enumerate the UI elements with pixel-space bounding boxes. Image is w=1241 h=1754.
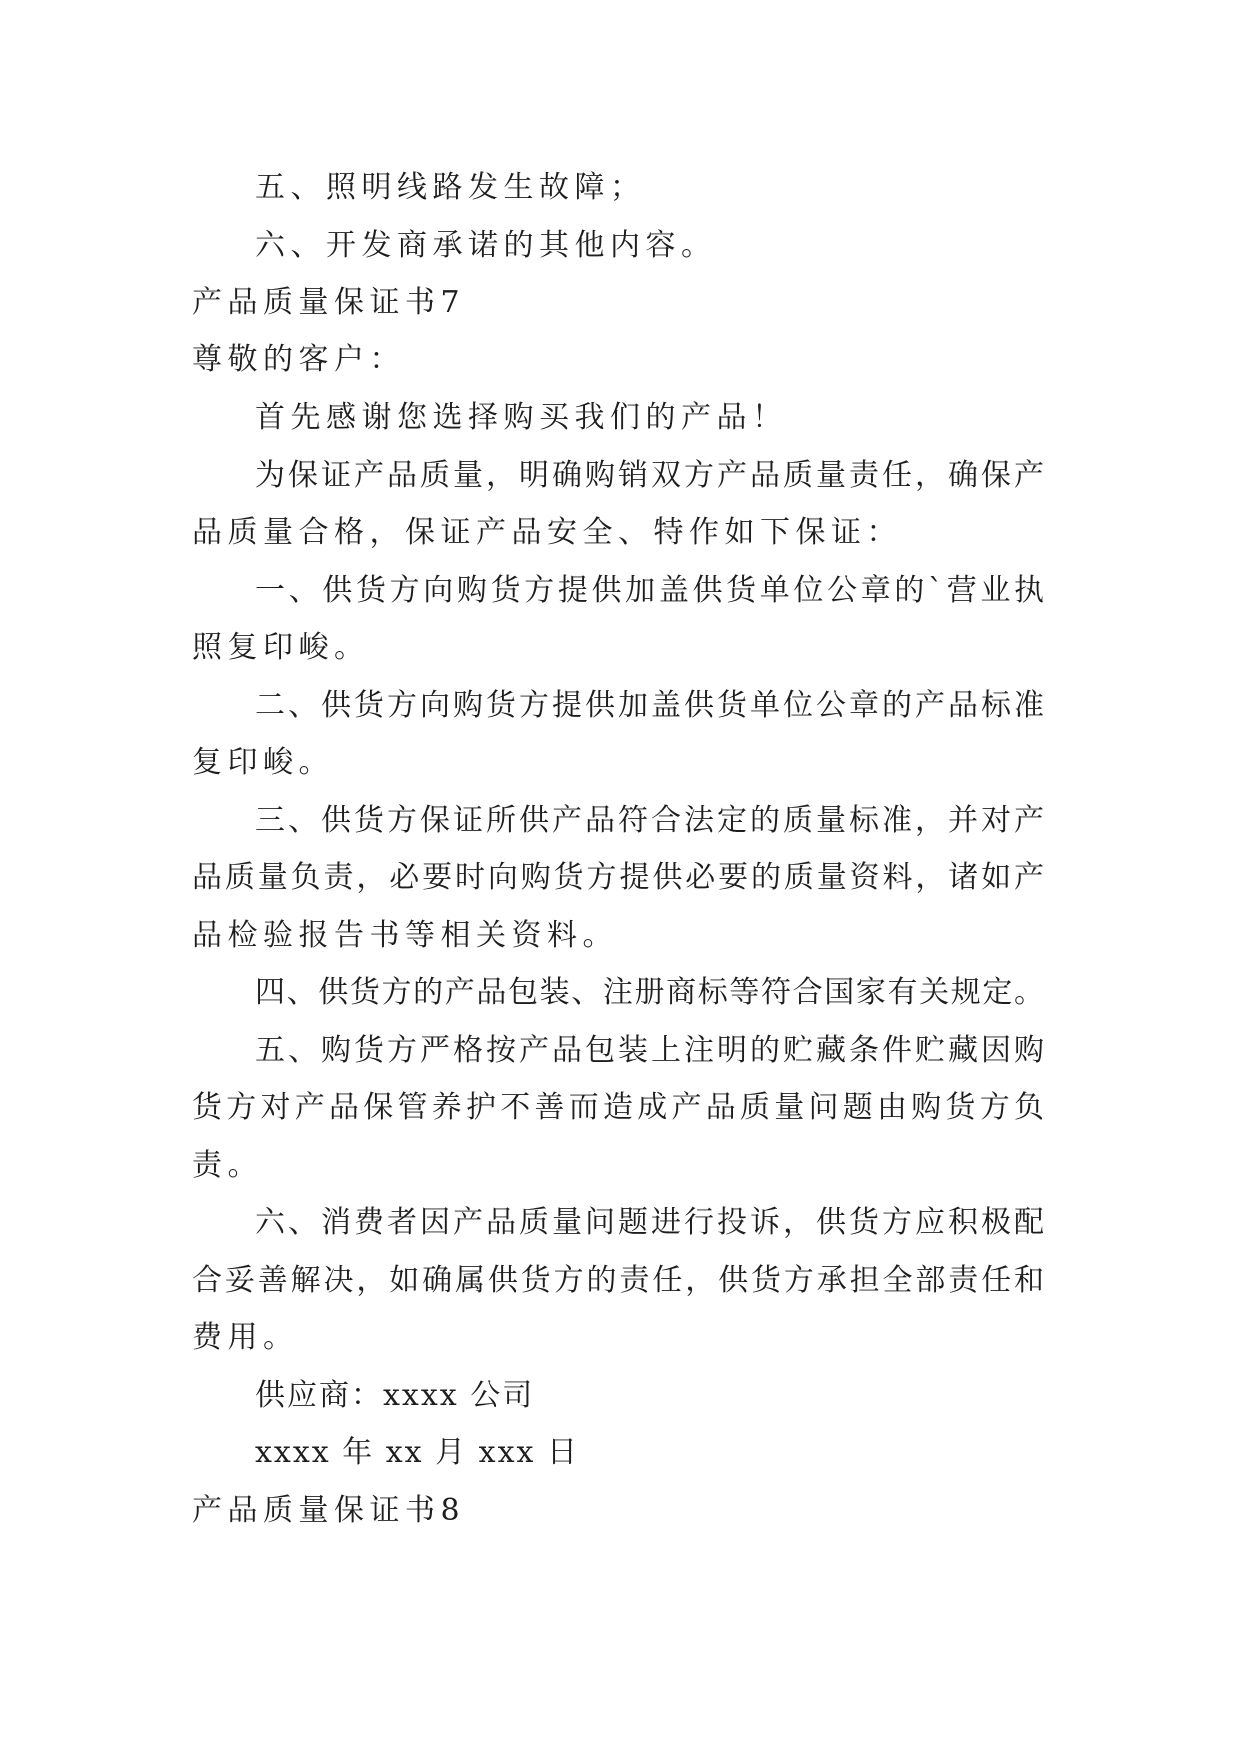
paragraph-intro-line-2: 品质量合格，保证产品安全、特作如下保证： xyxy=(192,515,902,550)
clause-2-line-1: 二、供货方向购货方提供加盖供货单位公章的产品标准 xyxy=(255,688,1044,723)
list-item-lighting-fault: 五、照明线路发生故障； xyxy=(255,170,646,205)
clause-3-line-2: 品质量负责，必要时向购货方提供必要的质量资料，诸如产 xyxy=(192,860,1044,895)
clause-5-line-2: 货方对产品保管养护不善而造成产品质量问题由购货方负 xyxy=(192,1090,1044,1125)
salutation: 尊敬的客户： xyxy=(192,342,405,377)
clause-5-line-3: 责。 xyxy=(192,1148,263,1183)
clause-4: 四、供货方的产品包装、注册商标等符合国家有关规定。 xyxy=(255,975,1044,1010)
paragraph-thanks: 首先感谢您选择购买我们的产品！ xyxy=(255,400,788,435)
clause-6-line-3: 费用。 xyxy=(192,1320,299,1355)
clause-5-line-1: 五、购货方严格按产品包装上注明的贮藏条件贮藏因购 xyxy=(255,1033,1044,1068)
clause-2-line-2: 复印峻。 xyxy=(192,745,334,780)
clause-3-line-1: 三、供货方保证所供产品符合法定的质量标准，并对产 xyxy=(255,803,1044,838)
section-title-8: 产品质量保证书8 xyxy=(192,1493,466,1528)
list-item-developer-promise: 六、开发商承诺的其他内容。 xyxy=(255,228,717,263)
section-title-7: 产品质量保证书7 xyxy=(192,285,466,320)
paragraph-intro-line-1: 为保证产品质量，明确购销双方产品质量责任，确保产 xyxy=(255,458,1044,493)
clause-3-line-3: 品检验报告书等相关资料。 xyxy=(192,918,618,953)
signature-date: xxxx 年 xx 月 xxx 日 xyxy=(255,1435,579,1470)
clause-1-line-1: 一、供货方向购货方提供加盖供货单位公章的`营业执 xyxy=(255,573,1044,608)
clause-6-line-1: 六、消费者因产品质量问题进行投诉，供货方应积极配 xyxy=(255,1205,1044,1240)
supplier-signature: 供应商：xxxx 公司 xyxy=(255,1378,535,1413)
clause-6-line-2: 合妥善解决，如确属供货方的责任，供货方承担全部责任和 xyxy=(192,1263,1044,1298)
clause-1-line-2: 照复印峻。 xyxy=(192,630,370,665)
